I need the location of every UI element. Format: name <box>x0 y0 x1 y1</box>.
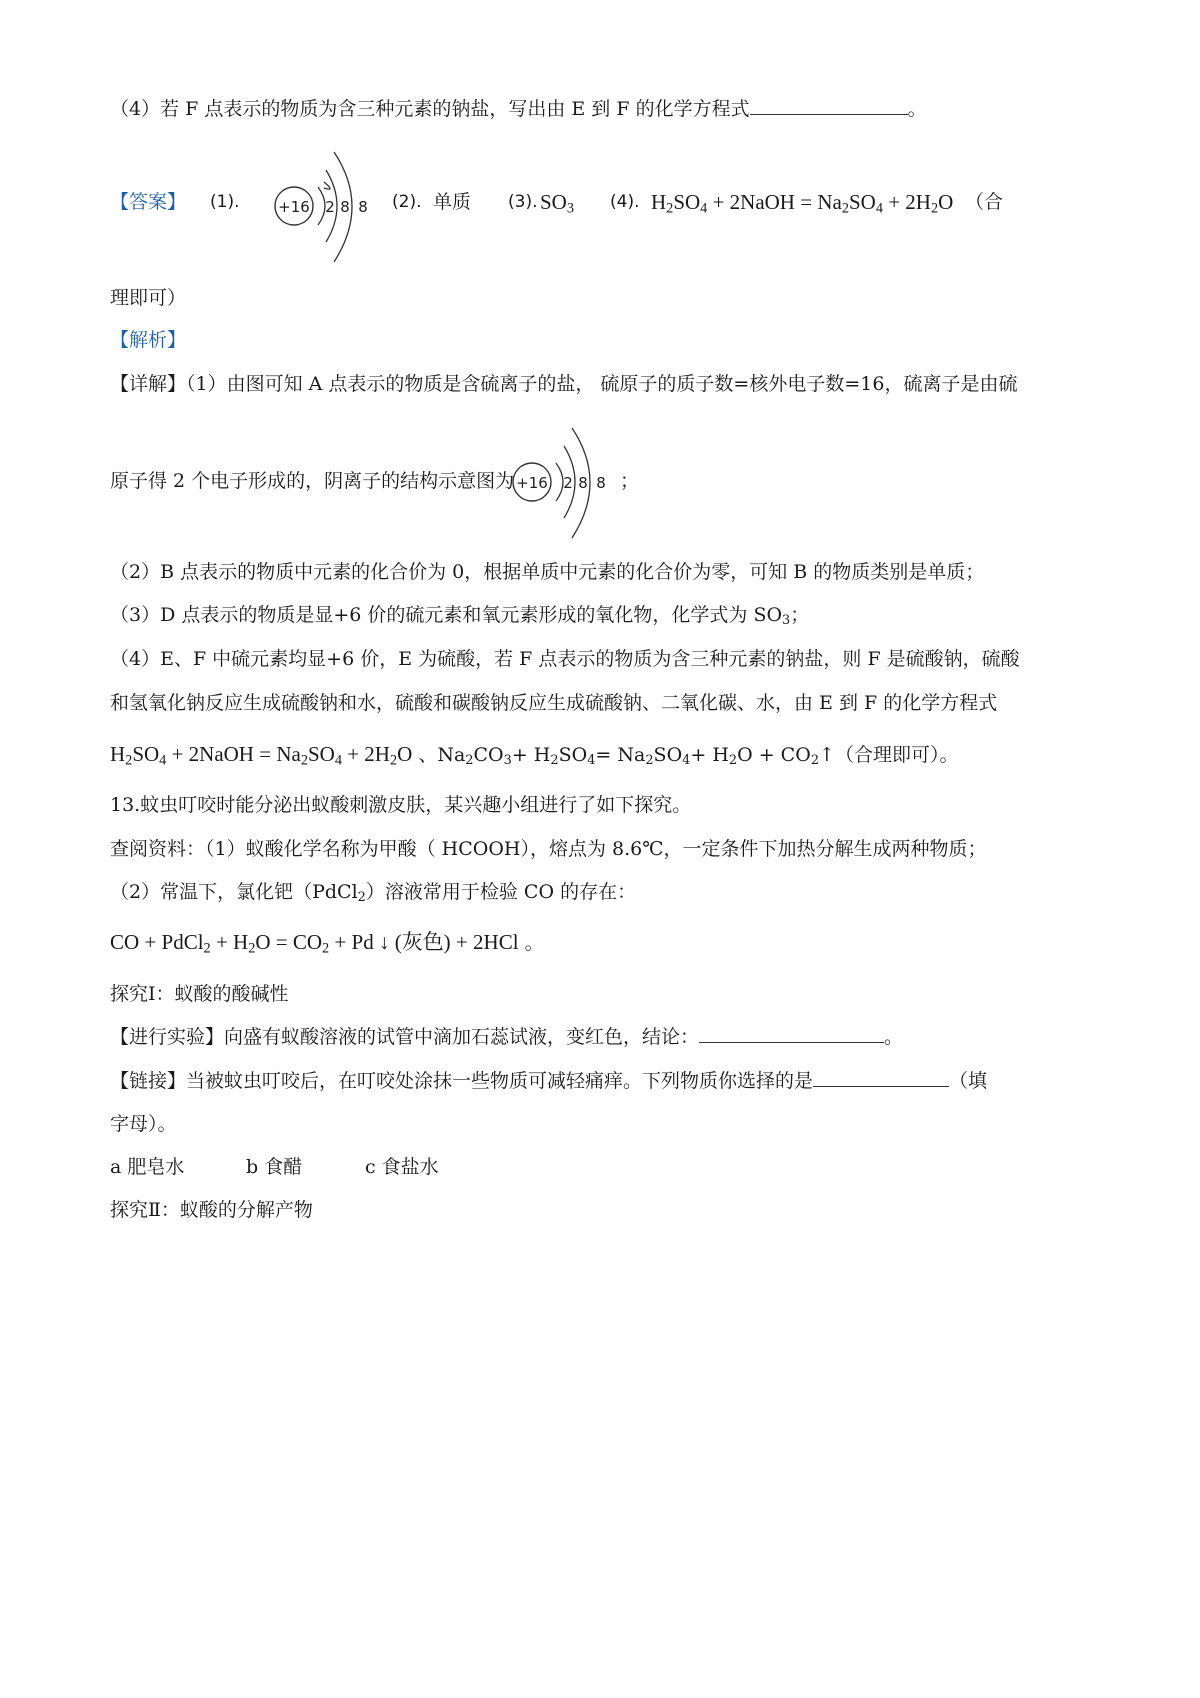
answer-blank <box>750 96 908 115</box>
option-c: c 食盐水 <box>365 1156 439 1178</box>
q4-prompt-line: （4）若 F 点表示的物质为含三种元素的钠盐，写出由 E 到 F 的化学方程式 。 <box>110 98 927 120</box>
analysis-tag: 【解析】 <box>110 329 187 351</box>
equation-na2co3: $Na_2CO_3+ H_2SO_4= Na_2SO_4+ H_2O$ + $CO_2↑$ <box>437 744 835 769</box>
pdcl2-equation: CO + PdCl$_2$ + $H_2O = CO_2 + Pd$ ↓ (灰色) + 2HCl <box>110 930 519 957</box>
answer-2-value: 单质 <box>433 191 472 213</box>
answer-num-1: (1). <box>210 192 240 212</box>
detail-p1-line2: 原子得 2 个电子形成的，阴离子的结构示意图为 ； <box>110 470 640 492</box>
link-continuation: 字母）。 <box>110 1113 177 1135</box>
svg-text:8: 8 <box>578 474 588 492</box>
option-a: a 肥皂水 <box>110 1156 185 1178</box>
detail-p1-line1: 【详解】（1）由图可知 A 点表示的物质是含硫离子的盐， 硫原子的质子数=核外电子数=16，硫离子是由硫 <box>110 373 1018 395</box>
answer-num-4: (4). <box>610 192 640 212</box>
equation-naoh: $H_2SO_4$ + 2NaOH = $Na_2SO_4 + 2H_2O$ <box>110 742 413 769</box>
q4-prompt: （4）若 F 点表示的物质为含三种元素的钠盐，写出由 E 到 F 的化学方程式 <box>110 98 750 120</box>
explore-1-heading: 探究Ⅰ：蚁酸的酸碱性 <box>110 983 289 1005</box>
explore-2-heading: 探究Ⅱ：蚁酸的分解产物 <box>110 1199 313 1221</box>
svg-text:2: 2 <box>563 474 573 492</box>
svg-text:8: 8 <box>358 198 368 216</box>
svg-text:2: 2 <box>325 198 335 216</box>
answer-4-equation: $H_2SO_4$ + 2NaOH = $Na_2SO_4 + 2H_2O$ <box>651 190 954 217</box>
svg-text:+16: +16 <box>516 474 548 492</box>
detail-p4-line1: （4）E、F 中硫元素均显+6 价，E 为硫酸，若 F 点表示的物质为含三种元素的钠盐，则 F 是硫酸钠，硫酸 <box>110 648 1020 670</box>
options-line <box>110 1153 1100 1181</box>
experiment-line: 【进行实验】向盛有蚁酸溶液的试管中滴加石蕊试液，变红色，结论： 。 <box>110 1026 904 1048</box>
option-b: b 食醋 <box>246 1156 303 1178</box>
answer-line: 【答案】 (1). (2). 单质 (3). $SO_3$ (4). $H_2SO_4$ + 2NaOH = $Na_2SO_4 + 2H_2O$ （合 <box>110 190 1004 217</box>
detail-p4-line2: 和氢氧化钠反应生成硫酸钠和水，硫酸和碳酸钠反应生成硫酸钠、二氧化碳、水，由 E 到 F 的化学方程式 <box>110 692 998 714</box>
q13-equation-line: CO + PdCl$_2$ + $H_2O = CO_2 + Pd$ ↓ (灰色) + 2HCl 。 <box>110 930 544 957</box>
choice-blank <box>813 1068 949 1087</box>
detail-p3: （3）D 点表示的物质是显+6 价的硫元素和氧元素形成的氧化物，化学式为 $SO_3$； <box>110 604 810 629</box>
q13-title: 13.蚊虫叮咬时能分泌出蚁酸刺激皮肤，某兴趣小组进行了如下探究。 <box>110 794 692 816</box>
q13-info-1: 查阅资料：（1）蚁酸化学名称为甲酸（ HCOOH），熔点为 8.6℃，一定条件下加热分解生成两种物质； <box>110 838 987 860</box>
nucleus-charge: +16 <box>278 198 310 216</box>
link-line: 【链接】当被蚊虫叮咬后，在叮咬处涂抹一些物质可减轻痛痒。下列物质你选择的是 （填 <box>110 1070 988 1092</box>
detail-p2: （2）B 点表示的物质中元素的化合价为 0，根据单质中元素的化合价为零，可知 B 的物质类别是单质； <box>110 561 985 583</box>
answer-continuation: 理即可） <box>110 287 187 309</box>
conclusion-blank <box>699 1024 884 1043</box>
sulfide-ion-diagram-2 <box>510 418 620 544</box>
sulfide-ion-diagram-1 <box>272 142 382 268</box>
detail-p4-equations: $H_2SO_4$ + 2NaOH = $Na_2SO_4 + 2H_2O$ 、$Na_2CO_3+ H_2SO_4= Na_2SO_4+ H_2O$ + $CO_2↑$（合理即可）。 <box>110 742 959 769</box>
svg-text:8: 8 <box>340 198 350 216</box>
answer-3-formula: $SO_3$ <box>540 190 574 217</box>
answer-num-2: (2). <box>392 192 422 212</box>
q13-info-2: （2）常温下，氯化钯（PdCl$_2$）溶液常用于检验 CO 的存在： <box>110 881 637 906</box>
answer-num-3: (3). <box>508 192 538 212</box>
answer-tag: 【答案】 <box>110 191 187 213</box>
svg-text:8: 8 <box>596 474 606 492</box>
